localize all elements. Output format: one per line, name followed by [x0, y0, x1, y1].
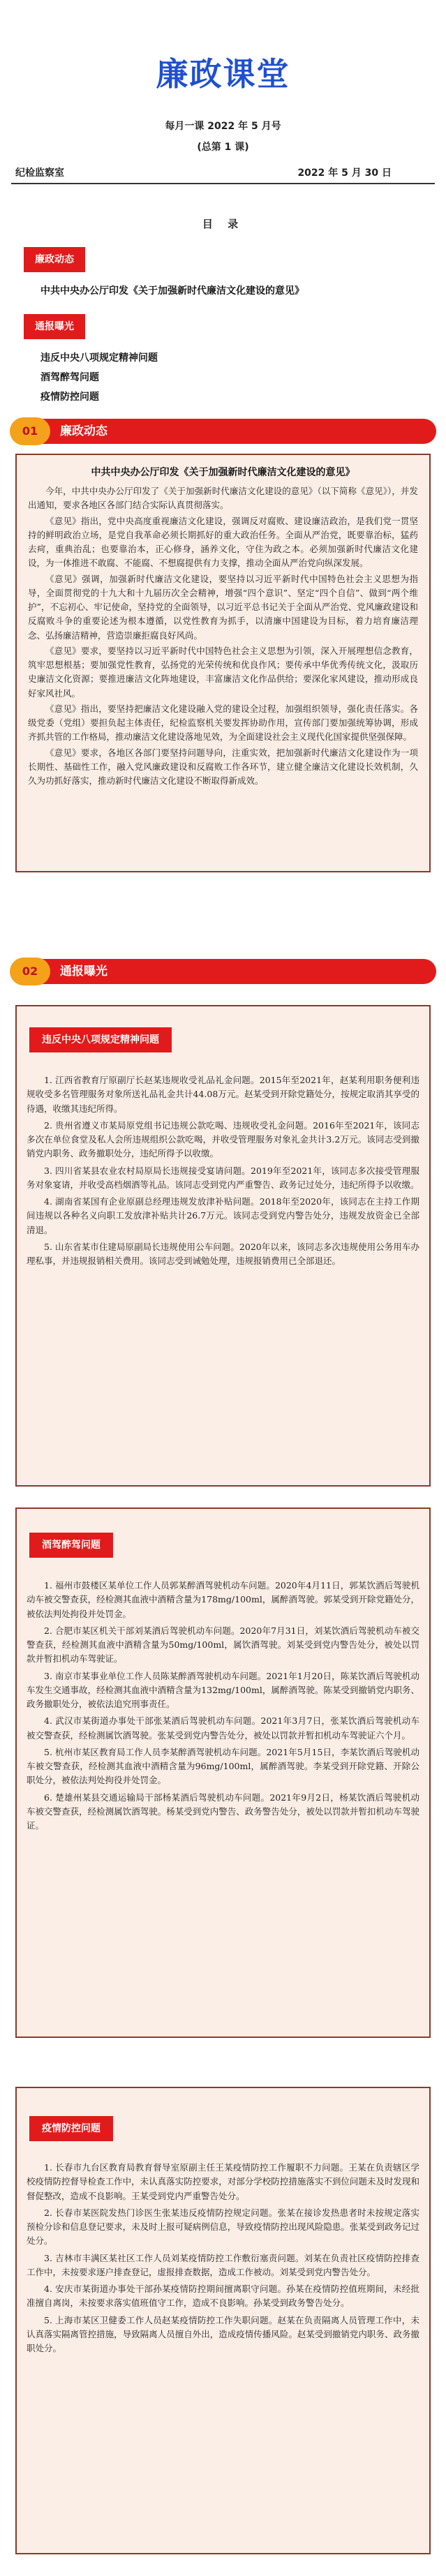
- article-paragraph: 《意见》要求，各地区各部门要坚持问题导向，注重实效，把加强新时代廉洁文化建设作为一项长期性、基础性工作，融入党风廉政建设和反腐败工作各环节，建立健全廉洁文化建设长效机制，久久为功抓好落实，推动新时代廉洁文化建设不断取得新成效。: [28, 747, 418, 786]
- notice-item: 1. 福州市鼓楼区某单位工作人员郭某醉酒驾驶机动车问题。2020年4月11日，郭某饮酒后驾驶机动车被交警查获，经检测其血液中酒精含量为178mg/100ml，属醉酒驾驶。郭某受到开除党籍处分，被依法判处拘役并处罚金。: [27, 1580, 419, 1619]
- toc-item[interactable]: 中共中央办公厅印发《关于加强新时代廉洁文化建设的意见》: [40, 285, 304, 297]
- notice-item: 5. 杭州市某区教育局工作人员李某醉酒驾驶机动车问题。2021年5月15日，李某饮酒后驾驶机动车被交警查获，经检测其血液中酒精含量为96mg/100ml，属醉酒驾驶。李某受到开除党籍、开除公职处分，被依法判处拘役并处罚金。: [27, 1746, 419, 1786]
- notice-item: 5. 上海市某区卫健委工作人员赵某疫情防控工作失职问题。赵某在负责隔离人员管理工作中，未认真落实隔离管控措施，导致隔离人员擅自外出，造成疫情传播风险。赵某受到撤销党内职务、政务撤职处分。: [27, 2314, 419, 2353]
- subsection-tag: 疫情防控问题: [29, 2116, 113, 2141]
- toc-tag-anti-corruption[interactable]: 廉政动态: [24, 247, 85, 272]
- divider: [11, 183, 435, 184]
- notice-item: 4. 安庆市某街道办事处干部孙某疫情防控期间擅离职守问题。孙某在疫情防控值班期间，未经批准擅自离岗，未按要求落实值班值守工作，造成不良影响。孙某受到政务警告处分。: [27, 2284, 419, 2309]
- page-title: 廉政课堂: [156, 55, 290, 93]
- subsection-tag: 酒驾醉驾问题: [29, 1533, 113, 1558]
- issue-line: 每月一课 2022 年 5 月号: [165, 121, 281, 132]
- section-header-01: [10, 417, 436, 445]
- section-number: 01: [10, 417, 50, 445]
- article-title: 中共中央办公厅印发《关于加强新时代廉洁文化建设的意见》: [91, 467, 355, 478]
- article-paragraph: 《意见》强调，加强新时代廉洁文化建设，要坚持以习近平新时代中国特色社会主义思想为指导，全面贯彻党的十九大和十九届历次全会精神，增强“四个意识”、坚定“四个自信”、做到“两个维护”，不忘初心、牢记使命，坚持党的全面领导，以习近平总书记关于全面从严治党、党风廉政建设和反腐败斗争的重要论述为根本遵循，以党性教育为抓手，以清廉中国建设为目标，着力培育廉洁理念、弘扬廉洁精神，营造崇廉拒腐良好风尚。: [28, 573, 418, 641]
- subsection-tag: 违反中央八项规定精神问题: [29, 1027, 172, 1052]
- toc-tag-notices[interactable]: 通报曝光: [24, 314, 85, 339]
- section-label: 廉政动态: [60, 424, 107, 438]
- article-paragraph: 今年，中共中央办公厅印发了《关于加强新时代廉洁文化建设的意见》（以下简称《意见》），并发出通知，要求各地区各部门结合实际认真贯彻落实。: [28, 486, 418, 511]
- total-issue: (总第 1 课): [197, 142, 249, 153]
- notice-item: 2. 贵州省遵义市某局原党组书记违规公款吃喝、违规收受礼金问题。2016年至2021年，该同志多次在单位食堂及私人会所违规组织公款吃喝，并收受管理服务对象礼金共计3.2万元。该同志受到撤销党内职务、政务撤职处分，违纪所得予以收缴。: [27, 1119, 419, 1159]
- article-paragraph: 《意见》指出，要坚持把廉洁文化建设融入党的建设全过程，加强组织领导，强化责任落实。各级党委（党组）要担负起主体责任，纪检监察机关要发挥协助作用，宣传部门要加强统筹协调，形成齐抓共管的工作格局，推动廉洁文化建设落地见效，为全面建设社会主义现代化国家提供坚强保障。: [28, 703, 418, 743]
- notice-item: 5. 山东省某市住建局原副局长违规使用公车问题。2020年以来，该同志多次违规使用公务用车办理私事，并违规报销相关费用。该同志受到诫勉处理，违规报销费用已全部退还。: [27, 1241, 419, 1266]
- notice-text: [27, 1073, 419, 1271]
- org-name: 纪检监察室: [15, 167, 64, 179]
- toc-item[interactable]: 违反中央八项规定精神问题: [40, 352, 158, 364]
- notice-panel-epidemic: [15, 2087, 431, 2554]
- notice-item: 4. 武汉市某街道办事处干部张某酒后驾驶机动车问题。2021年3月7日，张某饮酒后驾驶机动车被交警查获，经检测属饮酒驾驶。张某受到党内警告处分，被处以罚款并暂扣机动车驾驶证六个月。: [27, 1715, 419, 1741]
- article-box: [15, 454, 431, 872]
- toc-title: 目 录: [202, 218, 244, 230]
- notice-text: [27, 1579, 419, 1836]
- notice-item: 3. 四川省某县农业农村局原局长违规接受宴请问题。2019年至2021年，该同志多次接受管理服务对象宴请，并收受高档烟酒等礼品。该同志受到党内严重警告、政务记过处分，违纪所得予以收缴。: [27, 1165, 419, 1190]
- notice-item: 2. 合肥市某区机关干部刘某酒后驾驶机动车问题。2020年7月31日，刘某饮酒后驾驶机动车被交警查获，经检测其血液中酒精含量为50mg/100ml，属饮酒驾驶。刘某受到党内警告处分，被处以罚款并暂扣机动车驾驶证。: [27, 1625, 419, 1665]
- toc-item[interactable]: 疫情防控问题: [40, 392, 99, 403]
- article-paragraph: 《意见》指出，党中央高度重视廉洁文化建设，强调反对腐败、建设廉洁政治，是我们党一贯坚持的鲜明政治立场，是党自我革命必须长期抓好的重大政治任务。全面从严治党，既要靠治标，猛药去疴，重典治乱；也要靠治本，正心修身，涵养文化，守住为政之本。必须加强新时代廉洁文化建设，为一体推进不敢腐、不能腐、不想腐提供有力支撑，推动全面从严治党向纵深发展。: [28, 515, 418, 569]
- notice-panel-eight-rules: [15, 1005, 431, 1487]
- notice-item: 4. 湖南省某国有企业原副总经理违规发放津补贴问题。2018年至2020年，该同志在主持工作期间违规以各种名义向职工发放津补贴共计26.7万元。该同志受到党内警告处分，违规发放资金已全部清退。: [27, 1196, 419, 1235]
- publish-date: 2022 年 5 月 30 日: [297, 167, 392, 179]
- section-label: 通报曝光: [60, 965, 107, 978]
- notice-panel-drunk-driving: [15, 1507, 431, 2038]
- section-header-02: [10, 958, 436, 985]
- notice-item: 2. 长春市某医院发热门诊医生张某违反疫情防控规定问题。张某在接诊发热患者时未按规定落实预检分诊和信息登记要求，未及时上报可疑病例信息，导致疫情防控出现风险隐患。张某受到政务记过处分。: [27, 2207, 419, 2247]
- notice-item: 1. 长春市九台区教育局教育督导室原副主任王某疫情防控工作履职不力问题。王某在负责辖区学校疫情防控督导检查工作中，未认真落实防控要求，对部分学校防控措施落实不到位问题未及时发现和督促整改，造成不良影响。王某受到党内严重警告处分。: [27, 2162, 419, 2201]
- notice-item: 1. 江西省教育厅原副厅长赵某违规收受礼品礼金问题。2015年至2021年，赵某利用职务便利违规收受多名管理服务对象所送礼品礼金共计44.08万元。赵某受到开除党籍处分，按规定取消其享受的待遇，收缴其违纪所得。: [27, 1075, 419, 1114]
- section-number: 02: [10, 958, 50, 985]
- notice-item: 3. 南京市某事业单位工作人员陈某醉酒驾驶机动车问题。2021年1月20日，陈某饮酒后驾驶机动车发生交通事故，经检测其血液中酒精含量为132mg/100ml，属醉酒驾驶。陈某受到撤销党内职务、政务撤职处分，被依法追究刑事责任。: [27, 1670, 419, 1709]
- masthead: [0, 0, 446, 216]
- toc-item[interactable]: 酒驾醉驾问题: [40, 372, 99, 383]
- notice-item: 6. 楚雄州某县交通运输局干部杨某酒后驾驶机动车问题。2021年9月2日，杨某饮酒后驾驶机动车被交警查获，经检测属饮酒驾驶。杨某受到党内警告、政务警告处分，被处以罚款并暂扣机动车驾驶证。: [27, 1792, 419, 1831]
- article-paragraph: 《意见》要求，要坚持以习近平新时代中国特色社会主义思想为引领，深入开展理想信念教育，筑牢思想根基；要加强党性教育，弘扬党的光荣传统和优良作风；要传承中华优秀传统文化，汲取历史廉洁文化资源；要推进廉洁文化阵地建设，丰富廉洁文化作品供给；要深化家风建设，推动形成良好家风社风。: [28, 645, 418, 699]
- notice-item: 3. 吉林市丰满区某社区工作人员刘某疫情防控工作敷衍塞责问题。刘某在负责社区疫情防控排查工作中，未按要求逐户排查登记，虚报排查数据，造成工作被动。刘某受到党内警告处分。: [27, 2252, 419, 2277]
- notice-text: [27, 2161, 419, 2358]
